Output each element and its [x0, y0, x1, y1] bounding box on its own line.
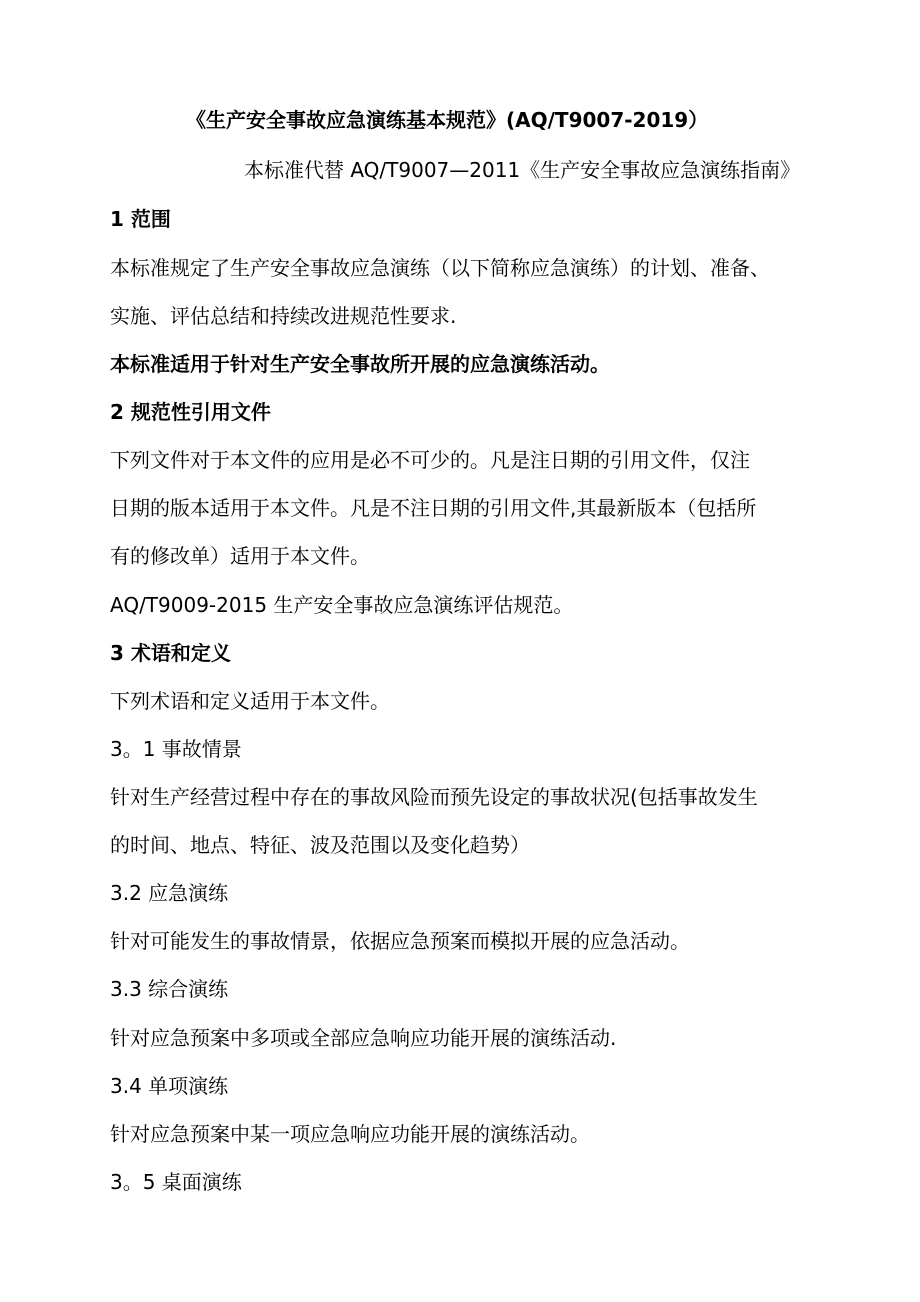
term-heading: 3。1 事故情景	[110, 737, 242, 761]
section-1-paragraph-line: 本标准规定了生产安全事故应急演练（以下简称应急演练）的计划、准备、	[110, 256, 770, 280]
normative-reference: AQ/T9009-2015 生产安全事故应急演练评估规范。	[110, 593, 574, 617]
section-3-intro: 下列术语和定义适用于本文件。	[110, 689, 390, 713]
term-definition-line: 针对生产经营过程中存在的事故风险而预先设定的事故状况(包括事故发生	[110, 785, 758, 809]
term-heading: 3.2 应急演练	[110, 881, 229, 905]
section-2-paragraph-line: 日期的版本适用于本文件。凡是不注日期的引用文件,其最新版本（包括所	[110, 496, 757, 520]
term-definition-line: 的时间、地点、特征、波及范围以及变化趋势）	[110, 833, 530, 857]
term-heading: 3。5 桌面演练	[110, 1170, 242, 1194]
document-title: 《生产安全事故应急演练基本规范》(AQ/T9007-2019）	[186, 108, 709, 132]
term-definition-line: 针对应急预案中多项或全部应急响应功能开展的演练活动.	[110, 1026, 617, 1050]
section-1-applicability: 本标准适用于针对生产安全事故所开展的应急演练活动。	[110, 352, 610, 376]
term-heading: 3.3 综合演练	[110, 977, 229, 1001]
replaces-note: 本标准代替 AQ/T9007—2011《生产安全事故应急演练指南》	[244, 158, 801, 182]
term-definition-line: 针对可能发生的事故情景，依据应急预案而模拟开展的应急活动。	[110, 929, 690, 953]
section-1-heading: 1 范围	[110, 207, 171, 231]
section-3-heading: 3 术语和定义	[110, 641, 231, 665]
section-2-heading: 2 规范性引用文件	[110, 400, 271, 424]
term-definition-line: 针对应急预案中某一项应急响应功能开展的演练活动。	[110, 1122, 590, 1146]
section-2-paragraph-line: 下列文件对于本文件的应用是必不可少的。凡是注日期的引用文件，仅注	[110, 448, 750, 472]
term-heading: 3.4 单项演练	[110, 1074, 229, 1098]
section-1-paragraph-line: 实施、评估总结和持续改进规范性要求.	[110, 304, 457, 328]
section-2-paragraph-line: 有的修改单）适用于本文件。	[110, 544, 370, 568]
